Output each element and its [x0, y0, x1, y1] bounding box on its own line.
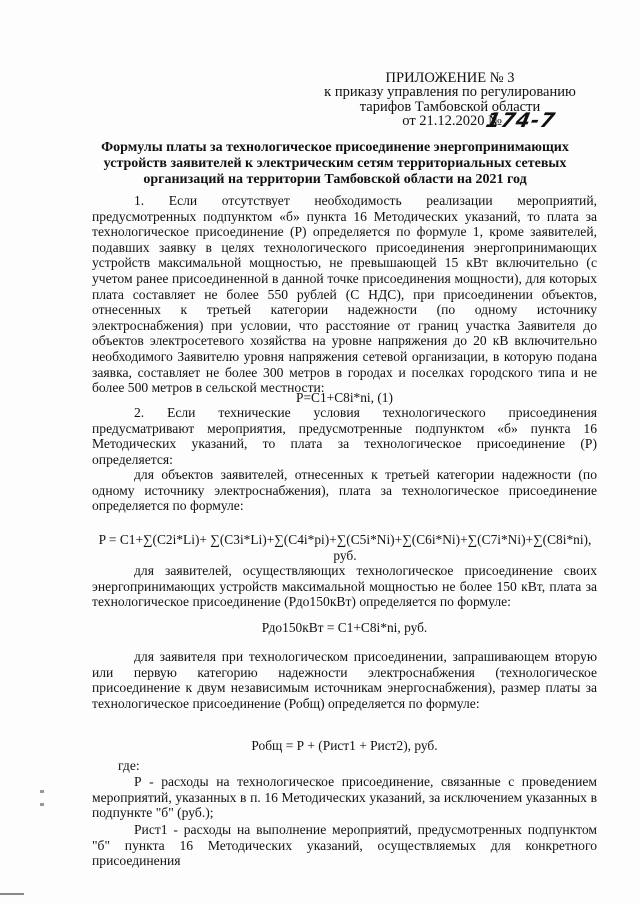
paragraph-5-text: для заявителя при технологическом присоединении, запрашивающем вторую или первую категорию надежности электроснабжения (технологическое присоединение к двум независимым источникам энергоснабжения), размер платы за технологическое присоединение (Робщ) определяется по формуле:: [92, 649, 597, 711]
document-title: Формулы платы за технологическое присоединение энергопринимающих устройств заявителей к электрическим сетям территориальных сетевых организаций на территории Тамбовской области на 2021 год: [101, 140, 569, 187]
paragraph-7-text: Рист1 - расходы на выполнение мероприятий, предусмотренных подпунктом "б" пункта 16 Методических указаний, осуществляемых для конкретного присоединения: [92, 822, 597, 869]
paragraph-3-text: для объектов заявителей, отнесенных к третьей категории надежности (по одному источнику электроснабжения), плата за технологическое присоединение определяется по формуле:: [92, 467, 597, 514]
paragraph-1: [92, 193, 597, 396]
paragraph-2-text: 2. Если технические условия технологического присоединения предусматривают мероприятия, предусмотренные подпунктом «б» пункта 16 Методических указаний, то плата за технологическое присоединение (Р) определяется:: [92, 405, 597, 467]
scan-edge-line: [0, 893, 24, 895]
scan-artifact: [40, 803, 44, 806]
appendix-line-3: от 21.12.2020 №: [402, 113, 502, 129]
scan-artifact: [40, 790, 44, 793]
formula-2: P = C1+∑(C2i*Li)+ ∑(C3i*Li)+∑(C4i*pi)+∑(C5i*Ni)+∑(C6i*Ni)+∑(C7i*Ni)+∑(C8i*ni), руб.: [98, 532, 592, 563]
appendix-title: ПРИЛОЖЕНИЕ № 3: [385, 70, 515, 86]
appendix-line-1: к приказу управления по регулированию: [324, 84, 576, 100]
paragraph-6: [92, 774, 597, 821]
appendix-line-2: тарифов Тамбовской области: [359, 99, 541, 115]
where-label: где:: [118, 758, 140, 773]
formula-1: P=C1+C8i*ni, (1): [296, 390, 393, 405]
paragraph-4-text: для заявителей, осуществляющих технологическое присоединение своих энергопринимающих устройств максимальной мощностью не более 150 кВт, плата за технологическое присоединение (Рдо150кВт) определяется по формуле:: [92, 563, 597, 610]
formula-4: Робщ = Р + (Рист1 + Рист2), руб.: [251, 738, 438, 753]
paragraph-5: [92, 649, 597, 711]
paragraph-7: [92, 822, 597, 869]
paragraph-3: [92, 467, 597, 514]
formula-3: Рдо150кВт = C1+C8i*ni, руб.: [261, 620, 428, 635]
handwritten-order-number: 174-7: [483, 108, 558, 132]
paragraph-2: [92, 405, 597, 467]
paragraph-1-text: 1. Если отсутствует необходимость реализации мероприятий, предусмотренных подпунктом «б» пункта 16 Методических указаний, то плата за технологическое присоединение (Р) определяется по формуле 1, кроме заявителей, подавших заявку в целях технологического присоединения энергопринимающих устройств максимальной мощностью, не превышающей 15 кВт включительно (с учетом ранее присоединенной в данной точке присоединения мощности), для которых плата составляет не более 550 рублей (С НДС), при присоединении объектов, отнесенных к третьей категории надежности (по одному источнику электроснабжения) при условии, что расстояние от границ участка Заявителя до объектов электросетевого хозяйства на уровне напряжения до 20 кВ включительно необходимого Заявителю уровня напряжения сетевой организации, в которую подана заявка, составляет не более 300 метров в городах и поселках городского типа и не более 500 метров в сельской местности:: [92, 193, 597, 396]
paragraph-6-text: Р - расходы на технологическое присоединение, связанные с проведением мероприятий, указанных в п. 16 Методических указаний, за исключением указанных в подпункте "б" (руб.);: [92, 774, 597, 821]
paragraph-4: [92, 563, 597, 610]
